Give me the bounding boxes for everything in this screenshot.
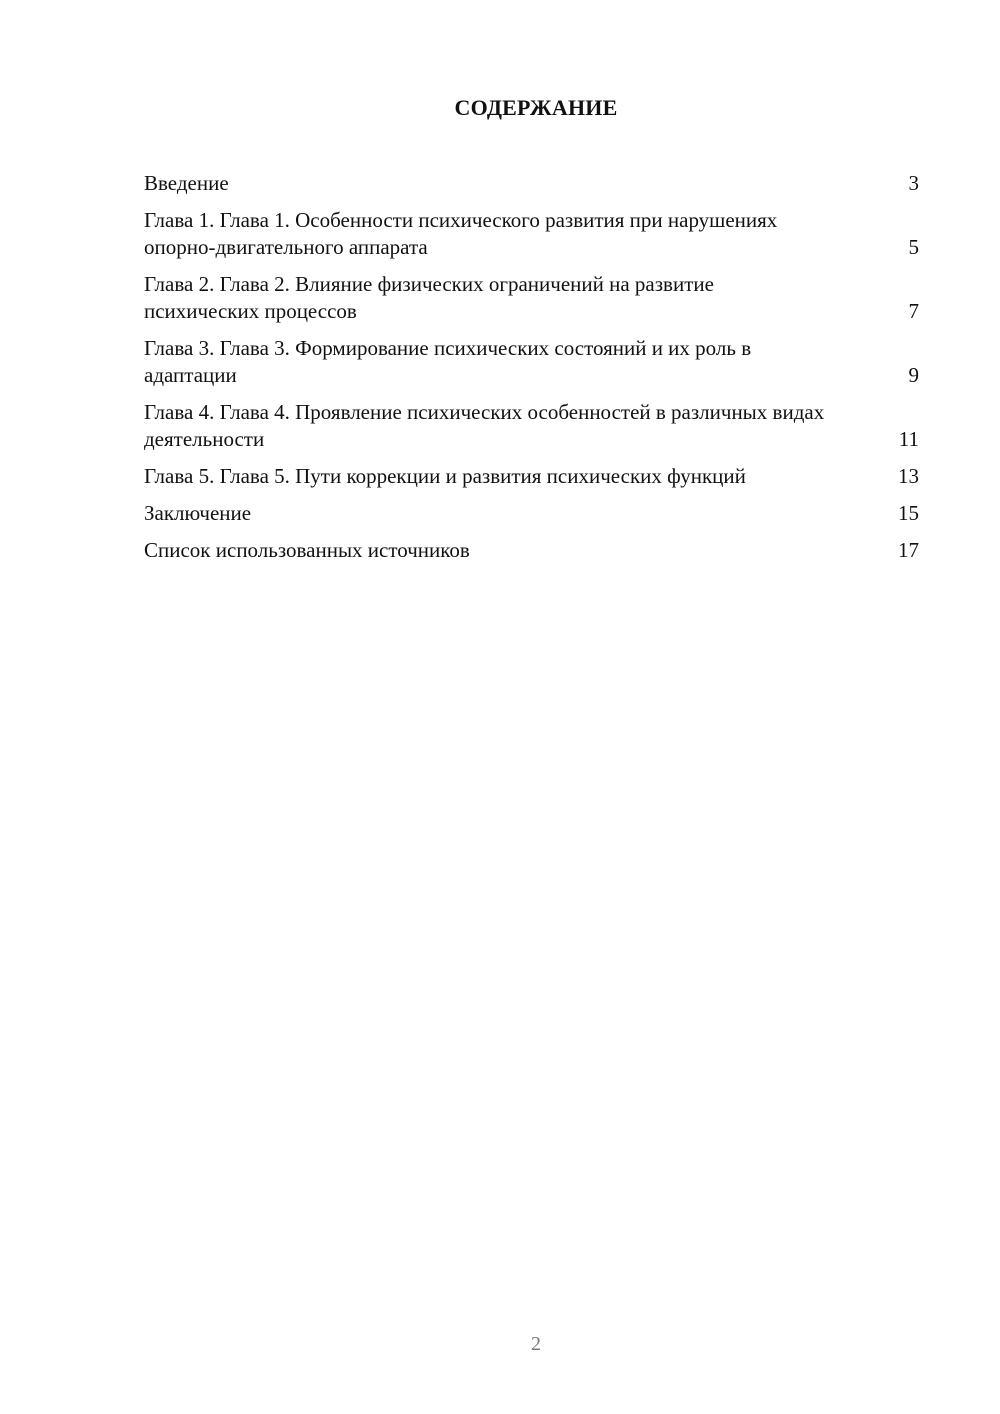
toc-entry-chapter-2[interactable] (144, 271, 919, 325)
toc-entry-label: Глава 3. Глава 3. Формирование психических состояний и их роль в адаптации (144, 336, 752, 387)
toc-entry-chapter-5[interactable] (144, 463, 919, 490)
toc-entry-label: Введение (144, 171, 229, 195)
toc-entry-chapter-1[interactable] (144, 207, 919, 261)
table-of-contents (144, 170, 919, 574)
toc-entry-label: Глава 4. Глава 4. Проявление психических особенностей в различных видах деятельности (144, 400, 825, 451)
page-title: СОДЕРЖАНИЕ (454, 95, 618, 120)
page-number: 2 (531, 1333, 541, 1355)
toc-entry-label: Заключение (144, 501, 252, 525)
toc-entry-chapter-3[interactable] (144, 335, 919, 389)
toc-entry-label: Глава 5. Глава 5. Пути коррекции и развития психических функций (144, 464, 746, 488)
toc-entry-page: 5 (908, 235, 919, 259)
toc-entry-chapter-4[interactable] (144, 399, 919, 453)
toc-entry-page: 17 (898, 538, 919, 562)
toc-entry-page: 11 (898, 427, 919, 451)
toc-entry-label: Глава 1. Глава 1. Особенности психического развития при нарушениях опорно-двигательного аппарата (144, 208, 778, 259)
toc-entry-page: 3 (908, 171, 919, 195)
toc-entry-conclusion[interactable] (144, 500, 919, 527)
toc-entry-label: Список использованных источников (144, 538, 470, 562)
toc-entry-label: Глава 2. Глава 2. Влияние физических ограничений на развитие психических процессов (144, 272, 714, 323)
toc-entry-page: 15 (898, 501, 919, 525)
toc-entry-introduction[interactable] (144, 170, 919, 197)
toc-entry-references[interactable] (144, 537, 919, 564)
toc-entry-page: 13 (898, 464, 919, 488)
toc-entry-page: 9 (908, 363, 919, 387)
toc-entry-page: 7 (908, 299, 919, 323)
